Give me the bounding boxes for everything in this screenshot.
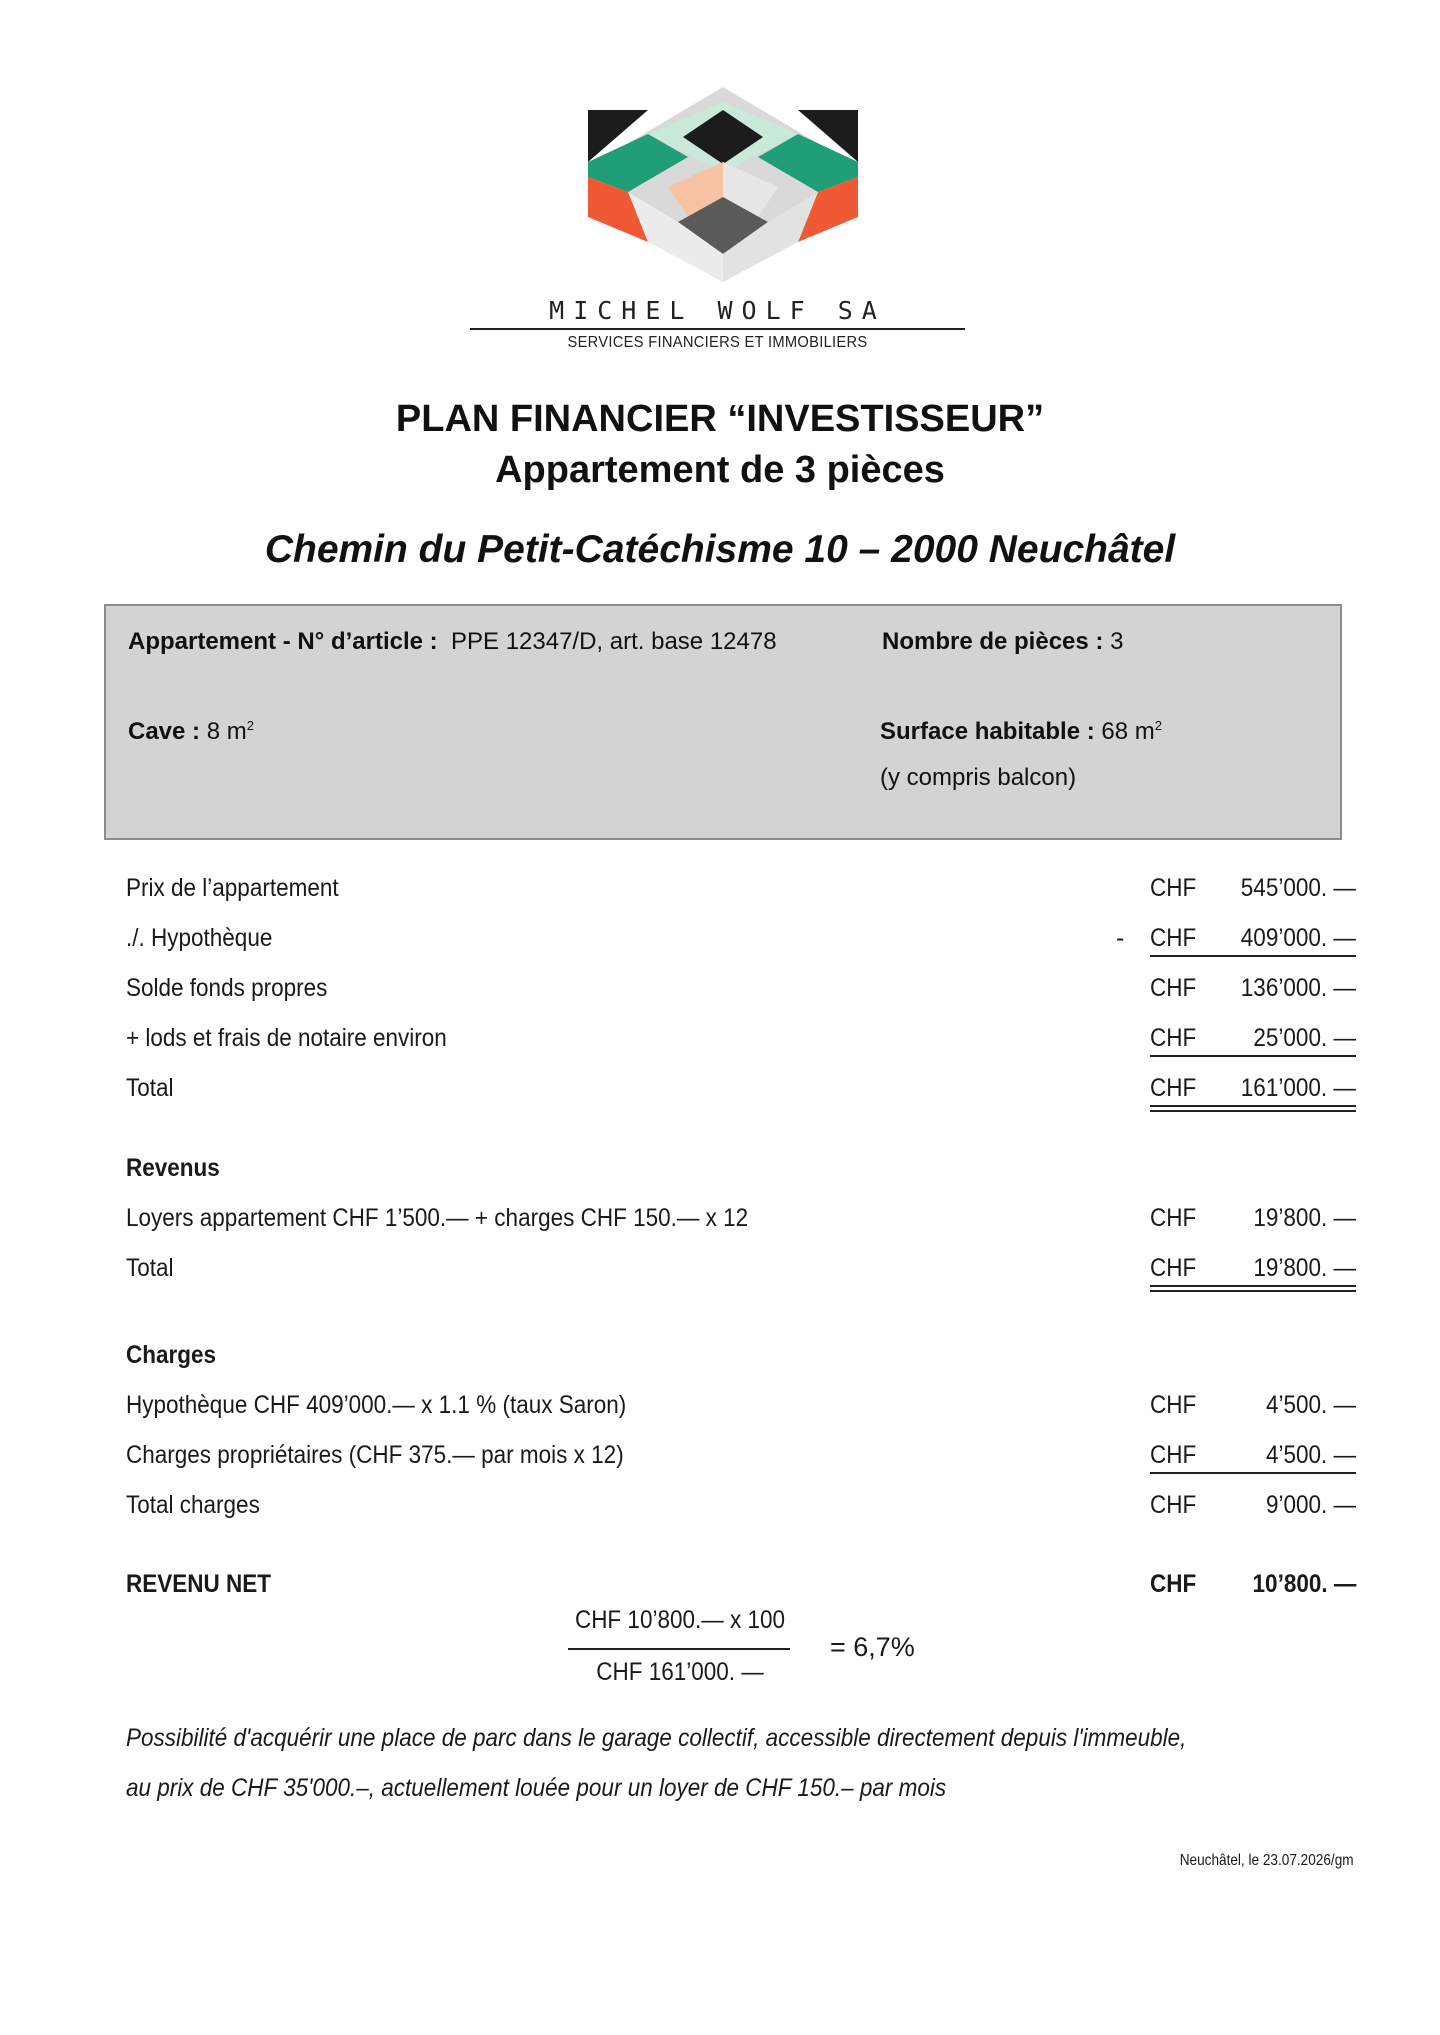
underline (1150, 1472, 1356, 1474)
page-title: PLAN FINANCIER “INVESTISSEUR” (395, 398, 1045, 440)
row-currency: CHF (1150, 1024, 1197, 1052)
financing-row (126, 974, 1356, 1008)
double-underline (1150, 1110, 1356, 1112)
company-logo (588, 82, 858, 292)
row-label: Charges propriétaires (CHF 375.— par mois x 12) (126, 1441, 624, 1469)
brand-divider (470, 328, 965, 330)
row-currency: CHF (1150, 1570, 1197, 1598)
row-currency: CHF (1150, 1254, 1197, 1282)
article-value: PPE 12347/D, art. base 12478 (451, 628, 777, 655)
cave-unit-exponent: 2 (246, 718, 254, 733)
row-label: Total charges (126, 1491, 260, 1519)
row-amount: 136’000. — (1240, 974, 1356, 1002)
net-revenue-row (126, 1570, 1356, 1604)
underline (1150, 955, 1356, 957)
row-amount: 4’500. — (1265, 1441, 1356, 1469)
row-amount: 545’000. — (1240, 874, 1356, 902)
revenus-row (126, 1204, 1356, 1238)
date-line: Neuchâtel, le 23.07.2026/gm (1180, 1852, 1354, 1869)
rooms-cell (882, 628, 1123, 656)
financing-row (126, 924, 1356, 958)
brand-name: MICHEL WOLF SA (549, 296, 886, 325)
row-currency: CHF (1150, 874, 1197, 902)
row-amount: 161’000. — (1240, 1074, 1356, 1102)
article-label: Appartement - N° d’article : (128, 628, 438, 655)
row-currency: CHF (1150, 1391, 1197, 1419)
row-currency: CHF (1150, 1441, 1197, 1469)
row-currency: CHF (1150, 1491, 1197, 1519)
cave-value: 8 m (206, 718, 247, 745)
row-label: Hypothèque CHF 409’000.— x 1.1 % (taux Saron) (126, 1391, 627, 1419)
row-label: Prix de l’appartement (126, 874, 339, 902)
row-label: REVENU NET (126, 1570, 272, 1598)
row-label: ./. Hypothèque (126, 924, 273, 952)
property-info-box (104, 604, 1342, 840)
row-label: Total (126, 1074, 174, 1102)
surface-cell (880, 718, 1162, 746)
row-amount: 19’800. — (1253, 1254, 1356, 1282)
row-label: Loyers appartement CHF 1’500.— + charges CHF 150.— x 12 (126, 1204, 749, 1232)
cave-cell (128, 718, 254, 746)
surface-label: Surface habitable : (880, 718, 1095, 745)
double-underline (1150, 1290, 1356, 1292)
cave-label: Cave : (128, 718, 201, 745)
revenus-total-row (126, 1254, 1356, 1288)
row-amount: 409’000. — (1240, 924, 1356, 952)
surface-note: (y compris balcon) (880, 764, 1077, 791)
charges-row (126, 1441, 1356, 1475)
row-label: + lods et frais de notaire environ (126, 1024, 447, 1052)
revenus-heading: Revenus (126, 1154, 220, 1182)
charges-total-row (126, 1491, 1356, 1525)
rooms-label: Nombre de pièces : (882, 628, 1104, 655)
row-amount: 25’000. — (1253, 1024, 1356, 1052)
row-currency: CHF (1150, 1074, 1197, 1102)
financing-total-row (126, 1074, 1356, 1108)
row-currency: CHF (1150, 974, 1197, 1002)
surface-unit-exponent: 2 (1154, 718, 1162, 733)
financing-row (126, 1024, 1356, 1058)
row-prefix: - (1116, 924, 1125, 952)
surface-value: 68 m (1101, 718, 1155, 745)
fraction-bar (568, 1648, 790, 1650)
row-amount: 4’500. — (1265, 1391, 1356, 1419)
yield-denominator: CHF 161’000. — (596, 1658, 764, 1686)
row-amount: 10’800. — (1252, 1570, 1356, 1598)
financing-row (126, 874, 1356, 908)
row-amount: 9’000. — (1265, 1491, 1356, 1519)
property-address: Chemin du Petit-Catéchisme 10 – 2000 Neuchâtel (264, 528, 1176, 571)
rooms-value: 3 (1110, 628, 1124, 655)
underline (1150, 1285, 1356, 1287)
underline (1150, 1055, 1356, 1057)
page-subtitle: Appartement de 3 pièces (495, 449, 945, 491)
parking-note-line1: Possibilité d'acquérir une place de parc dans le garage collectif, accessible directement depuis l'immeuble, (126, 1724, 1187, 1752)
row-currency: CHF (1150, 924, 1197, 952)
row-label: Total (126, 1254, 174, 1282)
charges-row (126, 1391, 1356, 1425)
brand-subtitle: SERVICES FINANCIERS ET IMMOBILIERS (567, 334, 868, 351)
charges-heading: Charges (126, 1341, 217, 1369)
row-amount: 19’800. — (1253, 1204, 1356, 1232)
row-currency: CHF (1150, 1204, 1197, 1232)
yield-result: = 6,7% (830, 1632, 915, 1662)
yield-numerator: CHF 10’800.— x 100 (574, 1606, 786, 1634)
row-label: Solde fonds propres (126, 974, 328, 1002)
underline (1150, 1105, 1356, 1107)
article-cell (128, 628, 777, 656)
parking-note-line2: au prix de CHF 35'000.–, actuellement louée pour un loyer de CHF 150.– par mois (126, 1774, 947, 1802)
